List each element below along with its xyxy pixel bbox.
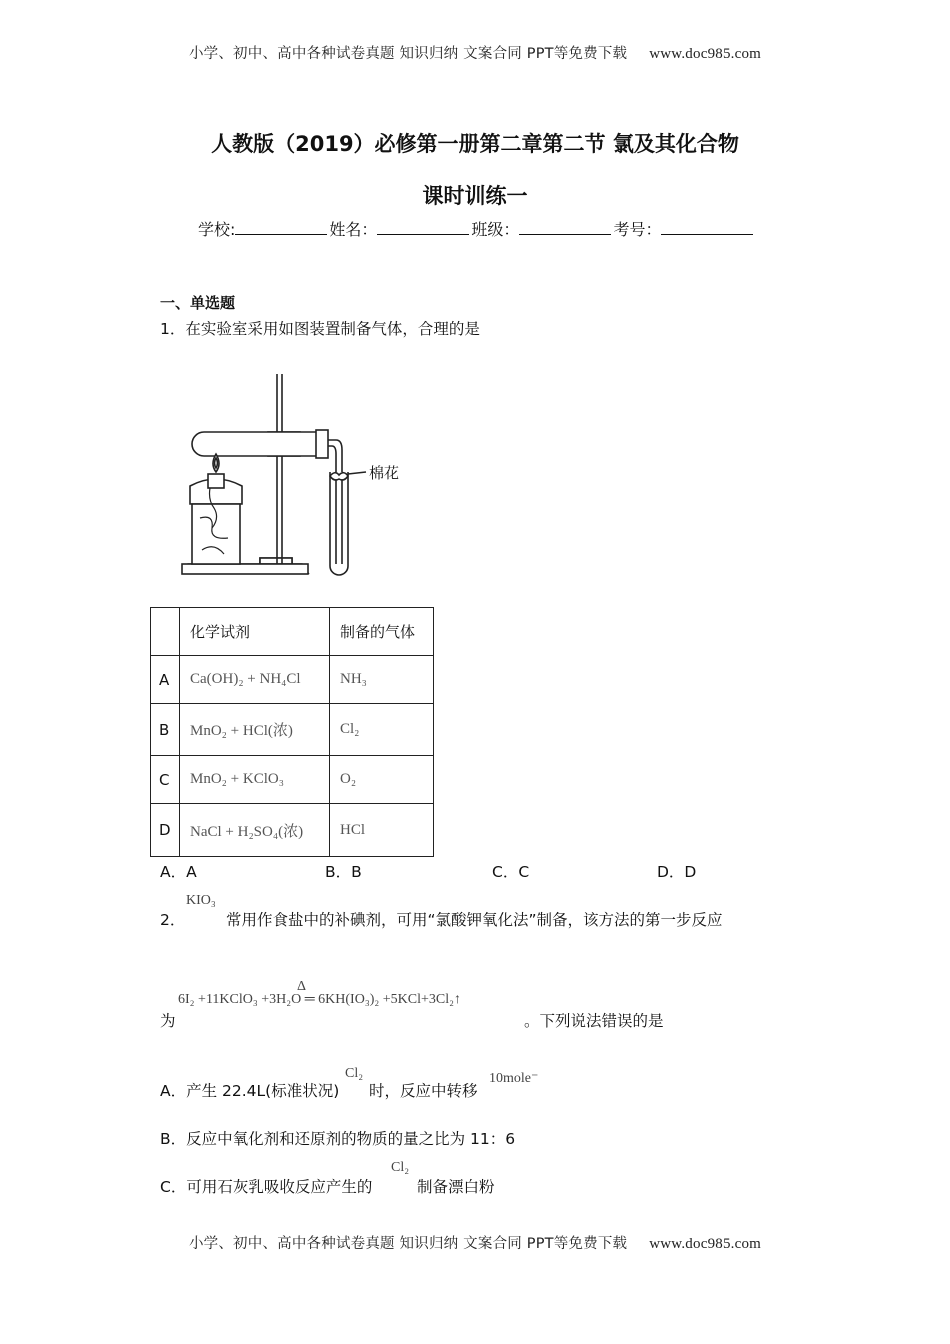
stopper — [316, 430, 328, 458]
q2-equation: 6I₂ +11KClO₃ +3H₂O ═ 6KH(IO₃)₂ +5KCl+3Cl₂↑ — [178, 992, 461, 1007]
table-row — [151, 704, 434, 756]
page-subtitle: 课时训练一 — [422, 184, 528, 208]
table-header-cell: 制备的气体 — [330, 608, 434, 656]
table-header-cell: 化学试剂 — [180, 608, 330, 656]
footer-text: 小学、初中、高中各种试卷真题 知识归纳 文案合同 PPT等免费下载 — [188, 1236, 628, 1252]
name-field[interactable] — [377, 220, 469, 235]
cotton-pointer — [348, 472, 366, 474]
number-label: 考号： — [613, 220, 662, 239]
table-row — [151, 756, 434, 804]
page-footer — [0, 1232, 950, 1253]
name-label: 姓名： — [329, 220, 378, 239]
q2-stem: 常用作食盐中的补碘剂，可用“氯酸钾氧化法”制备，该方法的第一步反应 — [226, 911, 723, 929]
q2-option-c-pre[interactable]: C．可用石灰乳吸收反应产生的 — [160, 1178, 373, 1196]
cotton — [330, 473, 348, 480]
q1-option-a[interactable]: A．A — [160, 863, 197, 881]
header-text: 小学、初中、高中各种试卷真题 知识归纳 文案合同 PPT等免费下载 — [188, 46, 628, 62]
row-gas: NH₃ — [330, 656, 434, 704]
class-label: 班级： — [471, 220, 520, 239]
row-reagent: NaCl + H₂SO₄(浓) — [180, 804, 330, 857]
q2-stem-end: 。下列说法错误的是 — [524, 1012, 664, 1030]
q2-kio3-formula: KIO₃ — [186, 893, 216, 908]
q2-option-c-post: 制备漂白粉 — [417, 1178, 495, 1196]
table-row — [151, 656, 434, 704]
cotton-label: 棉花 — [369, 464, 400, 482]
q2-option-a-pre[interactable]: A．产生 22.4L(标准状况) — [160, 1082, 340, 1100]
row-gas: HCl — [330, 804, 434, 857]
row-reagent: MnO₂ + KClO₃ — [180, 756, 330, 804]
q2-wei: 为 — [160, 1012, 176, 1030]
q2-delta: Δ — [297, 979, 307, 994]
q1-option-c[interactable]: C．C — [492, 863, 530, 881]
row-gas: Cl₂ — [330, 704, 434, 756]
table-header-row — [151, 608, 434, 656]
q2-option-a-value: 10mole⁻ — [489, 1071, 539, 1086]
row-gas: O₂ — [330, 756, 434, 804]
table-row — [151, 804, 434, 857]
row-key: A — [151, 656, 180, 704]
q2-option-b[interactable]: B．反应中氧化剂和还原剂的物质的量之比为 11：6 — [160, 1130, 516, 1148]
number-field[interactable] — [661, 220, 753, 235]
q1-option-b[interactable]: B．B — [325, 863, 362, 881]
table-header-cell — [151, 608, 180, 656]
school-field[interactable] — [235, 220, 327, 235]
row-key: D — [151, 804, 180, 857]
header-url[interactable]: www.doc985.com — [649, 46, 762, 62]
q2-option-a-cl2: Cl₂ — [345, 1066, 364, 1081]
apparatus-figure — [180, 368, 420, 580]
page-title: 人教版（2019）必修第一册第二章第二节 氯及其化合物 — [211, 132, 739, 156]
q2-number: 2． — [160, 911, 186, 929]
row-reagent: MnO₂ + HCl(浓) — [180, 704, 330, 756]
row-key: C — [151, 756, 180, 804]
footer-url[interactable]: www.doc985.com — [649, 1236, 762, 1252]
receiving-tube — [330, 472, 348, 575]
row-reagent: Ca(OH)₂ + NH₄Cl — [180, 656, 330, 704]
school-label: 学校: — [198, 220, 236, 239]
q2-option-c-cl2: Cl₂ — [391, 1160, 410, 1175]
student-info-row — [198, 217, 755, 240]
test-tube — [192, 432, 320, 456]
class-field[interactable] — [519, 220, 611, 235]
q1-stem: 1．在实验室采用如图装置制备气体，合理的是 — [160, 320, 480, 338]
section-heading: 一、单选题 — [160, 294, 236, 312]
q2-option-a-mid: 时，反应中转移 — [369, 1082, 478, 1100]
row-key: B — [151, 704, 180, 756]
q1-option-d[interactable]: D．D — [657, 863, 697, 881]
q1-table — [150, 607, 434, 857]
page-header — [0, 42, 950, 63]
